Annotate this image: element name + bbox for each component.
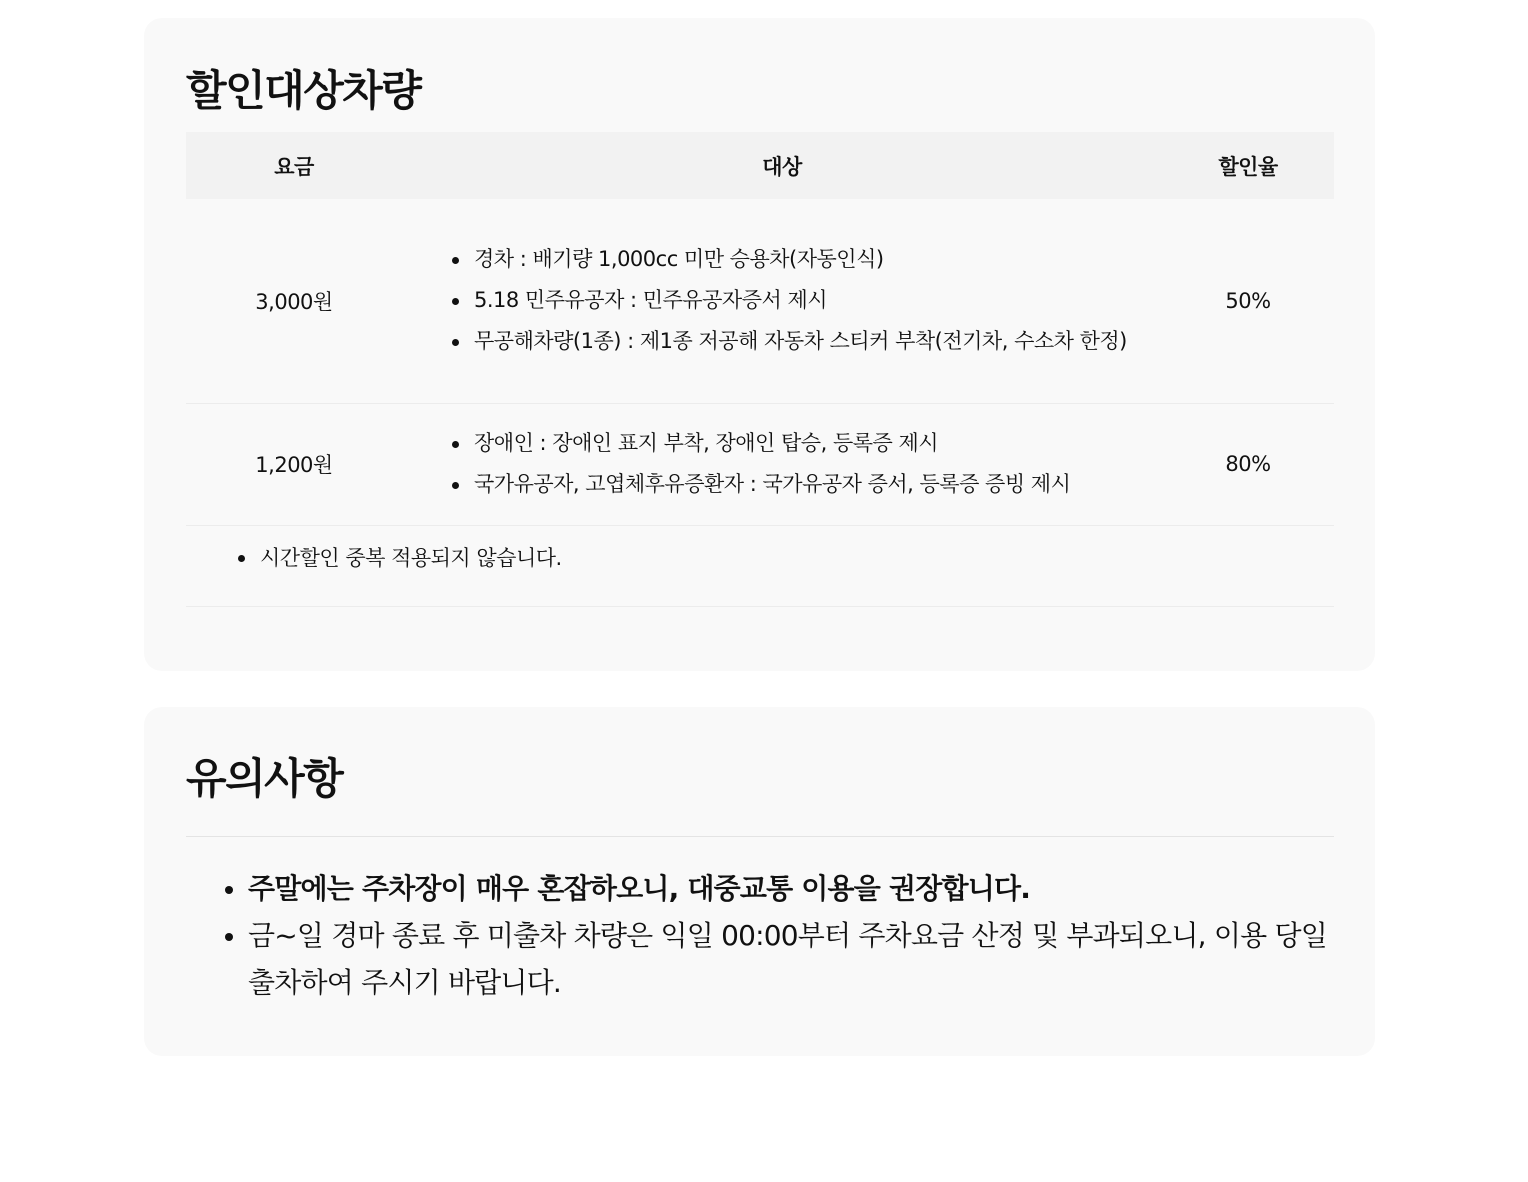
fee-cell: 3,000원 xyxy=(186,199,402,403)
list-item: 장애인 : 장애인 표지 부착, 장애인 탑승, 등록증 제시 xyxy=(448,423,1142,464)
discount-title: 할인대상차량 xyxy=(186,66,421,115)
table-header-row xyxy=(186,132,1334,199)
list-item: 경차 : 배기량 1,000cc 미만 승용차(자동인식) xyxy=(448,239,1142,280)
table-row xyxy=(186,199,1334,403)
target-list xyxy=(402,239,1162,362)
discount-table xyxy=(186,132,1334,607)
caution-section xyxy=(144,707,1375,1056)
caution-item-weekend: 주말에는 주차장이 매우 혼잡하오니, 대중교통 이용을 권장합니다. xyxy=(224,865,1334,912)
rate-cell: 50% xyxy=(1162,199,1334,403)
caution-list xyxy=(186,837,1334,1006)
target-cell xyxy=(402,199,1162,403)
note-list xyxy=(186,539,1334,577)
header-fee: 요금 xyxy=(274,154,314,179)
table-note-row xyxy=(186,525,1334,606)
rate-cell: 80% xyxy=(1162,403,1334,525)
header-target: 대상 xyxy=(762,154,802,179)
header-rate: 할인율 xyxy=(1218,154,1278,179)
discount-section xyxy=(144,18,1375,671)
discount-note: 시간할인 중복 적용되지 않습니다. xyxy=(234,539,1334,577)
fee-cell: 1,200원 xyxy=(186,403,402,525)
list-item: 5.18 민주유공자 : 민주유공자증서 제시 xyxy=(448,280,1142,321)
caution-item-overnight: 금~일 경마 종료 후 미출차 차량은 익일 00:00부터 주차요금 산정 및 부과되오니, 이용 당일 출차하여 주시기 바랍니다. xyxy=(224,912,1334,1006)
target-cell xyxy=(402,403,1162,525)
table-row xyxy=(186,403,1334,525)
caution-title: 유의사항 xyxy=(186,754,343,803)
list-item: 국가유공자, 고엽체후유증환자 : 국가유공자 증서, 등록증 증빙 제시 xyxy=(448,464,1142,505)
list-item: 무공해차량(1종) : 제1종 저공해 자동차 스티커 부착(전기차, 수소차 한정) xyxy=(448,321,1142,362)
note-cell xyxy=(186,525,1334,606)
target-list xyxy=(402,423,1162,505)
